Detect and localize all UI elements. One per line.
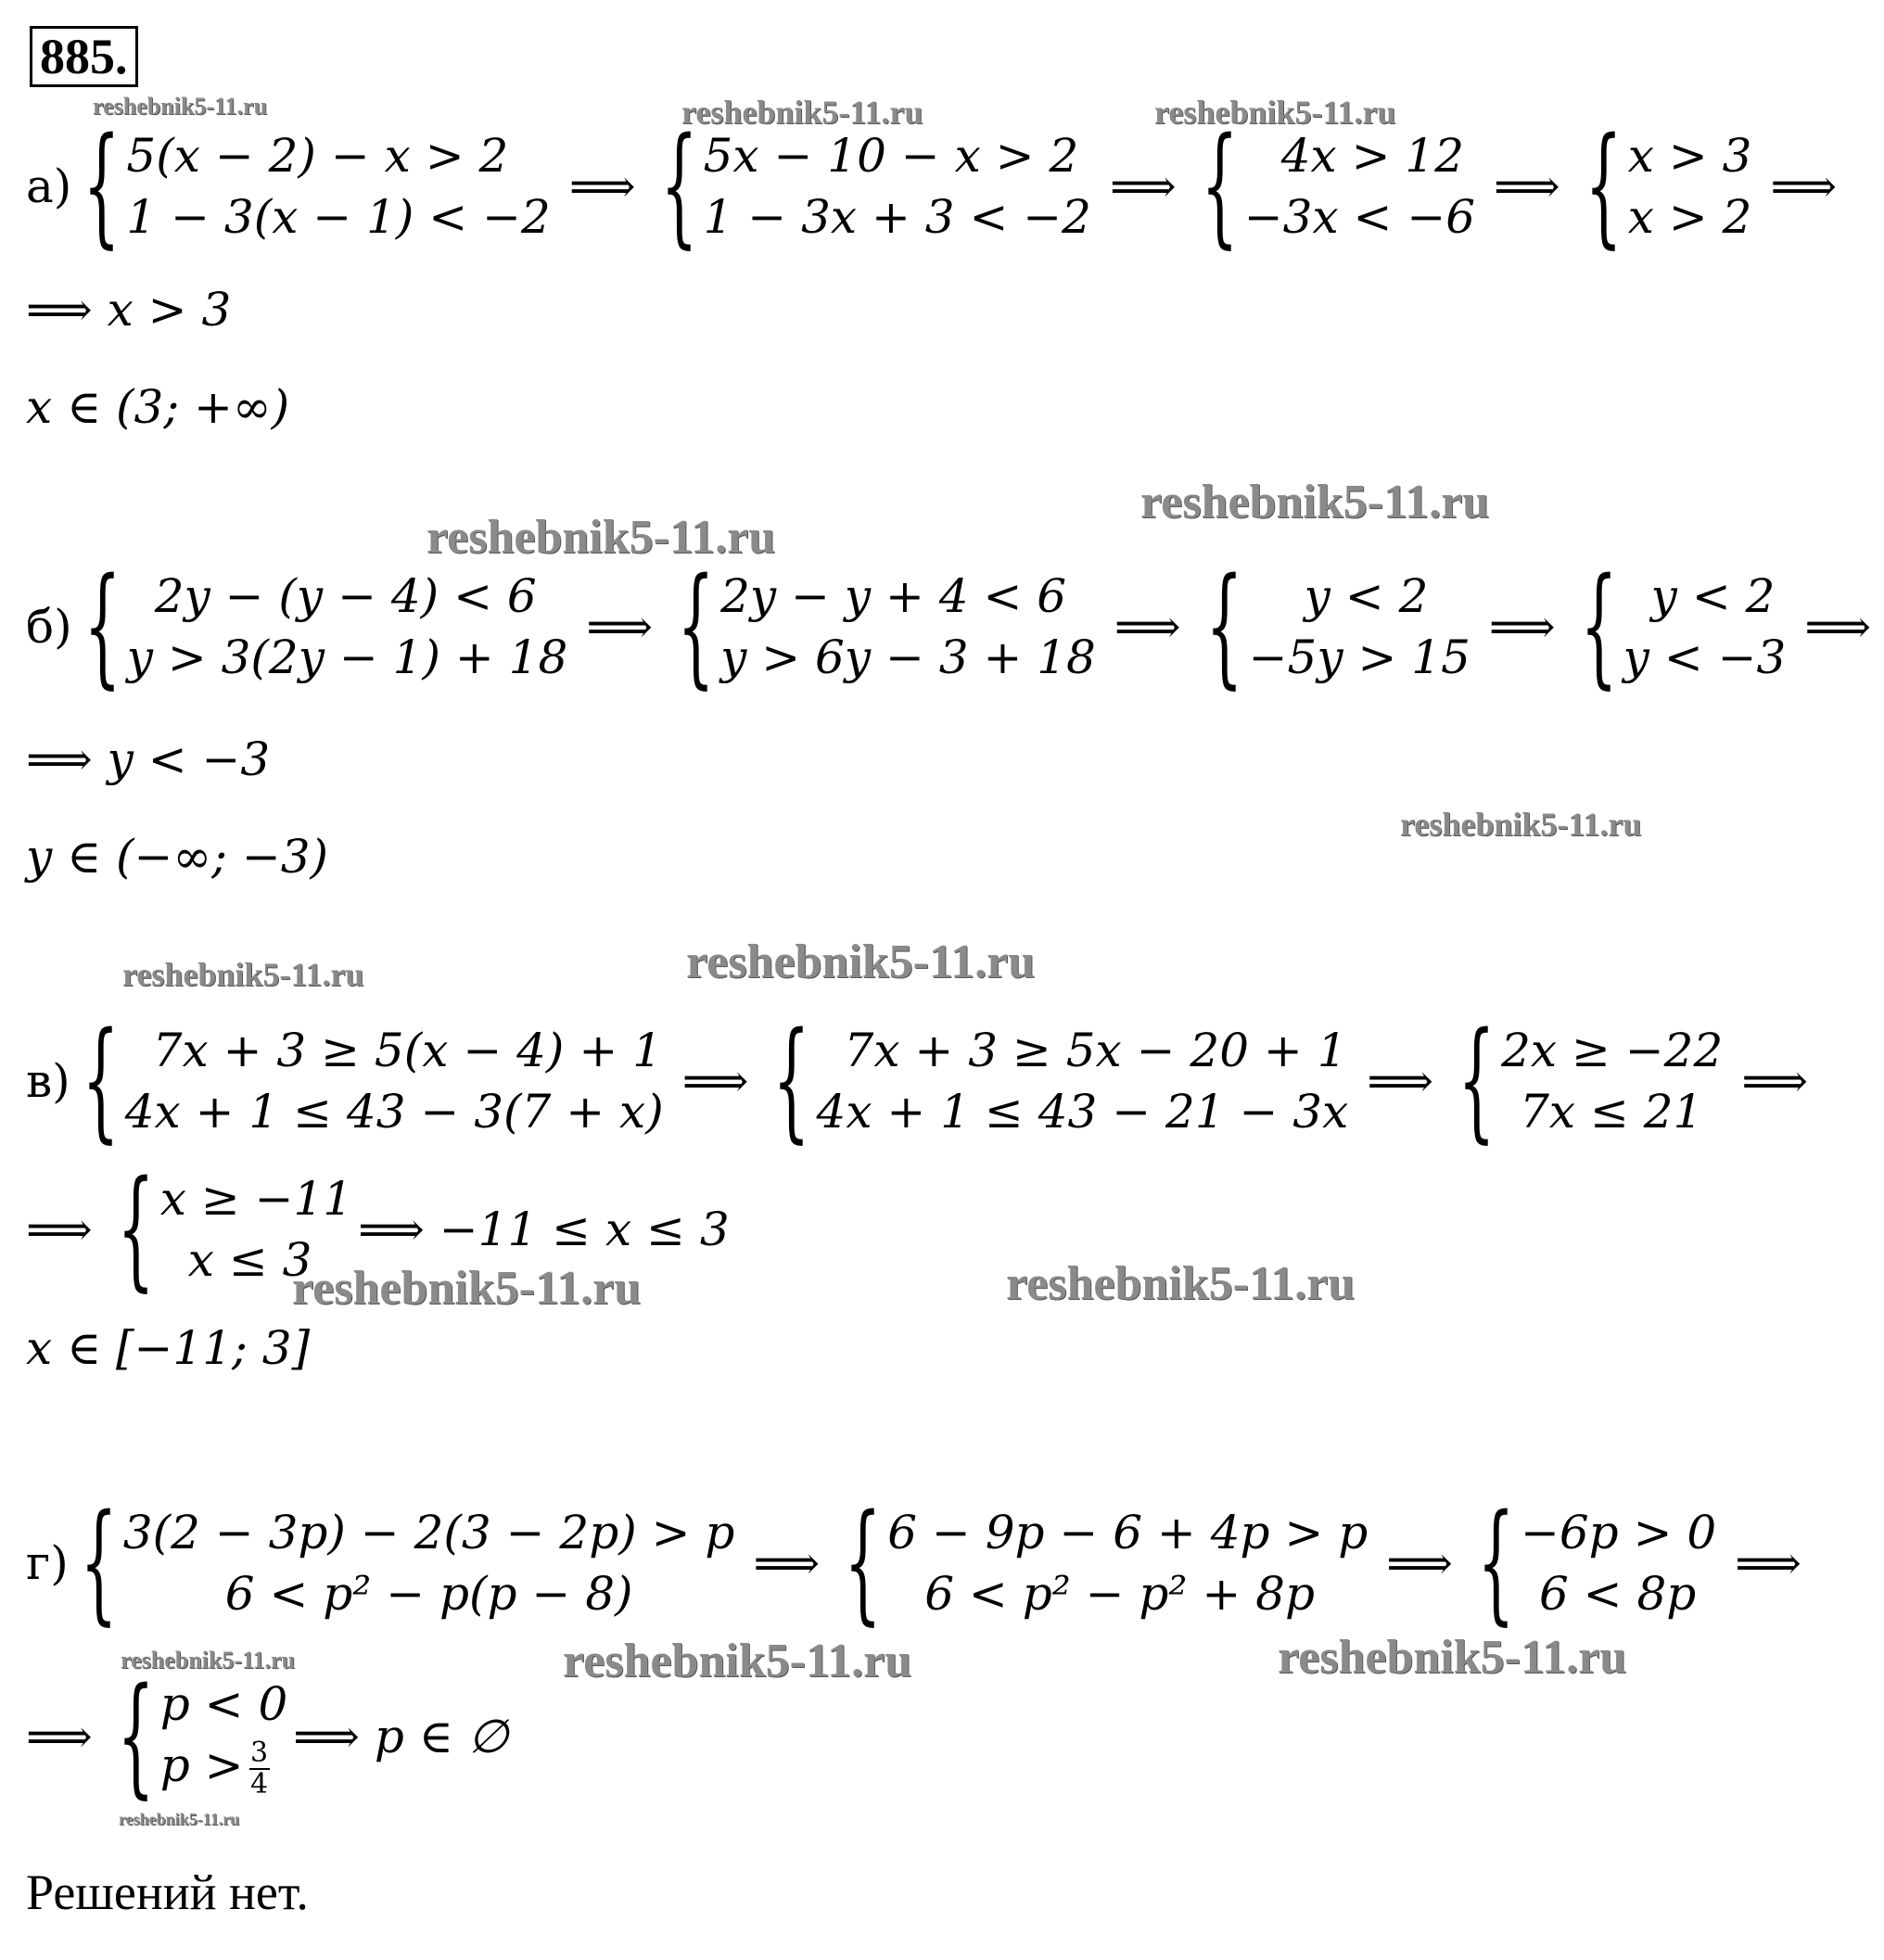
- ineq: 3(2 − 3p) − 2(3 − 2p) > p: [122, 1506, 735, 1559]
- watermark: reshebnik5-11.ru: [93, 93, 268, 120]
- ineq: 2y − y + 4 < 6: [720, 569, 1067, 623]
- fraction-numerator: 3: [250, 1737, 269, 1769]
- part-d-label: г): [26, 1536, 69, 1590]
- implies-icon: ⟹: [1488, 600, 1556, 654]
- part-d-answer: Решений нет.: [26, 1865, 309, 1920]
- system: { 7x + 3 ≥ 5x − 20 + 1 4x + 1 ≤ 43 − 21 − 3x: [772, 1005, 1349, 1156]
- ineq: −6p > 0: [1520, 1506, 1717, 1559]
- ineq: y > 6y − 3 + 18: [720, 630, 1096, 684]
- ineq: 6 − 9p − 6 + 4p > p: [887, 1506, 1368, 1559]
- system: { −6p > 0 6 < 8p: [1477, 1487, 1717, 1638]
- ineq: y < −3: [1623, 630, 1787, 684]
- watermark: reshebnik5-11.ru: [681, 94, 923, 131]
- ineq: x > 2: [1627, 190, 1752, 244]
- implies-icon: ⟹: [1109, 159, 1177, 213]
- implies-icon: ⟹: [1804, 600, 1871, 654]
- implies-icon: ⟹: [1367, 1054, 1434, 1108]
- system: { y < 2 −5y > 15: [1205, 551, 1470, 702]
- system: { 6 − 9p − 6 + 4p > p 6 < p² − p² + 8p: [844, 1487, 1368, 1638]
- implies-icon: ⟹: [1770, 159, 1838, 213]
- ineq: [160, 1735, 288, 1800]
- implies-icon: ⟹: [1494, 159, 1560, 213]
- system: { 5x − 10 − x > 2 1 − 3x + 3 < −2: [659, 110, 1091, 261]
- ineq: 7x ≤ 21: [1520, 1085, 1703, 1139]
- ineq: 4x > 12: [1280, 129, 1465, 183]
- watermark: reshebnik5-11.ru: [1400, 806, 1642, 843]
- implies-icon: ⟹: [1735, 1536, 1801, 1590]
- part-c-answer: x ∈ [−11; 3]: [26, 1321, 311, 1375]
- system: { 4x > 12 −3x < −6: [1201, 110, 1476, 261]
- watermark: reshebnik5-11.ru: [1154, 94, 1396, 131]
- ineq: y > 3(2y − 1) + 18: [126, 630, 568, 684]
- fraction: [249, 1738, 270, 1800]
- ineq: p < 0: [159, 1677, 288, 1731]
- part-c-result: ⟹ −11 ≤ x ≤ 3: [358, 1203, 730, 1256]
- part-c-label: в): [26, 1054, 70, 1108]
- part-b-chain: [26, 551, 1884, 702]
- part-b-label: б): [26, 600, 72, 654]
- ineq: 2y − (y − 4) < 6: [154, 569, 537, 623]
- watermark: reshebnik5-11.ru: [1278, 1631, 1627, 1684]
- ineq: −3x < −6: [1243, 190, 1476, 244]
- ineq: −5y > 15: [1248, 630, 1470, 684]
- implies-icon: ⟹: [1741, 1054, 1808, 1108]
- ineq: x ≤ 3: [187, 1233, 312, 1287]
- ineq: 5x − 10 − x > 2: [703, 129, 1079, 183]
- system: { x ≥ −11 x ≤ 3: [117, 1153, 353, 1305]
- implies-icon: ⟹: [26, 1203, 93, 1256]
- system: { 2x ≥ −22 7x ≤ 21: [1458, 1005, 1724, 1156]
- ineq: 6 < 8p: [1538, 1567, 1697, 1621]
- ineq: x ≥ −11: [159, 1172, 353, 1226]
- fraction-denominator: 4: [250, 1768, 269, 1801]
- part-c-chain: [26, 1005, 1821, 1156]
- implies-icon: ⟹: [586, 600, 653, 654]
- watermark: reshebnik5-11.ru: [119, 1810, 240, 1828]
- ineq: 5(x − 2) − x > 2: [126, 129, 509, 183]
- system: { 2y − (y − 4) < 6 y > 3(2y − 1) + 18: [83, 551, 568, 702]
- system: { 2y − y + 4 < 6 y > 6y − 3 + 18: [677, 551, 1096, 702]
- ineq: y < 2: [1304, 569, 1429, 623]
- watermark: reshebnik5-11.ru: [121, 1647, 296, 1674]
- system: { y < 2 y < −3: [1580, 551, 1787, 702]
- ineq: 4x + 1 ≤ 43 − 3(7 + x): [124, 1085, 664, 1139]
- implies-icon: ⟹: [1114, 600, 1181, 654]
- system: { 3(2 − 3p) − 2(3 − 2p) > p 6 < p² − p(p − 8): [80, 1487, 735, 1638]
- part-d-chain-2: [26, 1661, 509, 1812]
- ineq: 7x + 3 ≥ 5x − 20 + 1: [844, 1024, 1347, 1077]
- system: { x > 3 x > 2: [1585, 110, 1752, 261]
- part-d-result: ⟹ p ∈ ∅: [293, 1710, 509, 1763]
- ineq: 7x + 3 ≥ 5(x − 4) + 1: [152, 1024, 662, 1077]
- ineq: 1 − 3x + 3 < −2: [703, 190, 1091, 244]
- part-b-result: ⟹ y < −3: [26, 732, 271, 786]
- part-b-answer: y ∈ (−∞; −3): [26, 830, 329, 884]
- system: { 5(x − 2) − x > 2 1 − 3(x − 1) < −2: [83, 110, 551, 261]
- implies-icon: ⟹: [26, 1710, 93, 1763]
- watermark: reshebnik5-11.ru: [1006, 1257, 1356, 1310]
- implies-icon: ⟹: [753, 1536, 821, 1590]
- part-c-chain-2: [26, 1153, 730, 1305]
- ineq: 6 < p² − p² + 8p: [924, 1567, 1315, 1621]
- watermark: reshebnik5-11.ru: [1140, 476, 1490, 528]
- watermark: reshebnik5-11.ru: [426, 511, 776, 564]
- implies-icon: ⟹: [681, 1054, 749, 1108]
- ineq: 6 < p² − p(p − 8): [224, 1567, 633, 1621]
- system: { 7x + 3 ≥ 5(x − 4) + 1 4x + 1 ≤ 43 − 3(7 + x): [82, 1005, 664, 1156]
- watermark: reshebnik5-11.ru: [686, 935, 1036, 988]
- implies-icon: ⟹: [568, 159, 636, 213]
- watermark: reshebnik5-11.ru: [122, 956, 364, 993]
- part-a-label: а): [26, 159, 72, 213]
- system: { p < 0 p > $\frac{3}{4}$: [117, 1661, 288, 1812]
- ineq: 2x ≥ −22: [1501, 1024, 1724, 1077]
- part-a-answer: x ∈ (3; +∞): [26, 380, 290, 434]
- watermark: reshebnik5-11.ru: [292, 1262, 642, 1315]
- ineq: 1 − 3(x − 1) < −2: [126, 190, 551, 244]
- ineq: x > 3: [1627, 129, 1752, 183]
- ineq: 4x + 1 ≤ 43 − 21 − 3x: [816, 1085, 1349, 1139]
- implies-icon: ⟹: [1386, 1536, 1453, 1590]
- part-d-chain: [26, 1487, 1814, 1638]
- ineq-lhs: p >: [159, 1738, 244, 1792]
- problem-number: 885.: [30, 26, 138, 87]
- watermark: reshebnik5-11.ru: [563, 1635, 912, 1687]
- ineq: y < 2: [1650, 569, 1776, 623]
- part-a-result: ⟹ x > 3: [26, 283, 232, 337]
